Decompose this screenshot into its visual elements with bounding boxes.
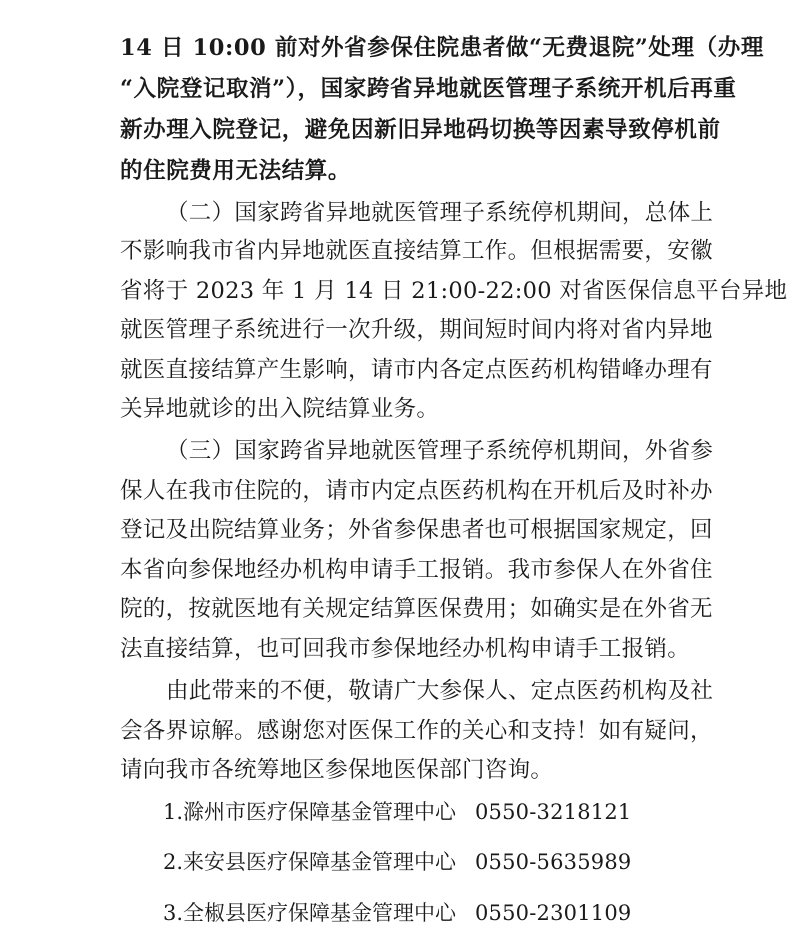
paragraph-line: （二）国家跨省异地就医管理子系统停机期间，总体上 [166,200,714,226]
contact-org: 3.全椒县医疗保障基金管理中心 [163,901,457,925]
paragraph-line: 就医直接结算产生影响，请市内各定点医药机构错峰办理有 [120,357,713,383]
paragraph-line: 登记及出院结算业务；外省参保患者也可根据国家规定，回 [120,517,713,543]
paragraph-line: 就医管理子系统进行一次升级，期间短时间内将对省内异地 [120,317,713,343]
paragraph-line: 法直接结算，也可回我市参保地经办机构申请手工报销。 [120,636,691,662]
contact-item [163,797,631,827]
paragraph-line: 院的，按就医地有关规定结算医保费用；如确实是在外省无 [120,596,713,622]
paragraph-line: 的住院费用无法结算。 [120,158,352,184]
contact-phone: 0550-5635989 [475,850,632,874]
paragraph-line: 省将于 2023 年 1 月 14 日 21:00-22:00 对省医保信息平台异地 [120,278,788,304]
contact-phone: 0550-3218121 [475,800,632,824]
paragraph-line: 保人在我市住院的，请市内定点医药机构在开机后及时补办 [120,478,713,504]
paragraph-line: 请向我市各统筹地区参保地医保部门咨询。 [120,757,554,783]
paragraph-line: 关异地就诊的出入院结算业务。 [120,396,440,422]
paragraph-line: 会各界谅解。感谢您对医保工作的关心和支持！如有疑问， [120,718,713,744]
paragraph-line: 本省向参保地经办机构申请手工报销。我市参保人在外省住 [120,557,713,583]
contact-phone: 0550-2301109 [475,901,632,925]
paragraph-line: 不影响我市省内异地就医直接结算工作。但根据需要，安徽 [120,238,713,264]
paragraph-line: “入院登记取消”），国家跨省异地就医管理子系统开机后再重 [120,76,737,102]
contact-org: 2.来安县医疗保障基金管理中心 [163,850,457,874]
paragraph-line: 由此带来的不便，敬请广大参保人、定点医药机构及社 [166,678,714,704]
contact-item [163,898,631,928]
contact-item [163,847,631,877]
contact-org: 1.滁州市医疗保障基金管理中心 [163,800,457,824]
paragraph-line: （三）国家跨省异地就医管理子系统停机期间，外省参 [166,438,714,464]
paragraph-line: 14 日 10:00 前对外省参保住院患者做“无费退院”处理（办理 [120,35,764,61]
paragraph-line: 新办理入院登记，避免因新旧异地码切换等因素导致停机前 [120,117,721,143]
